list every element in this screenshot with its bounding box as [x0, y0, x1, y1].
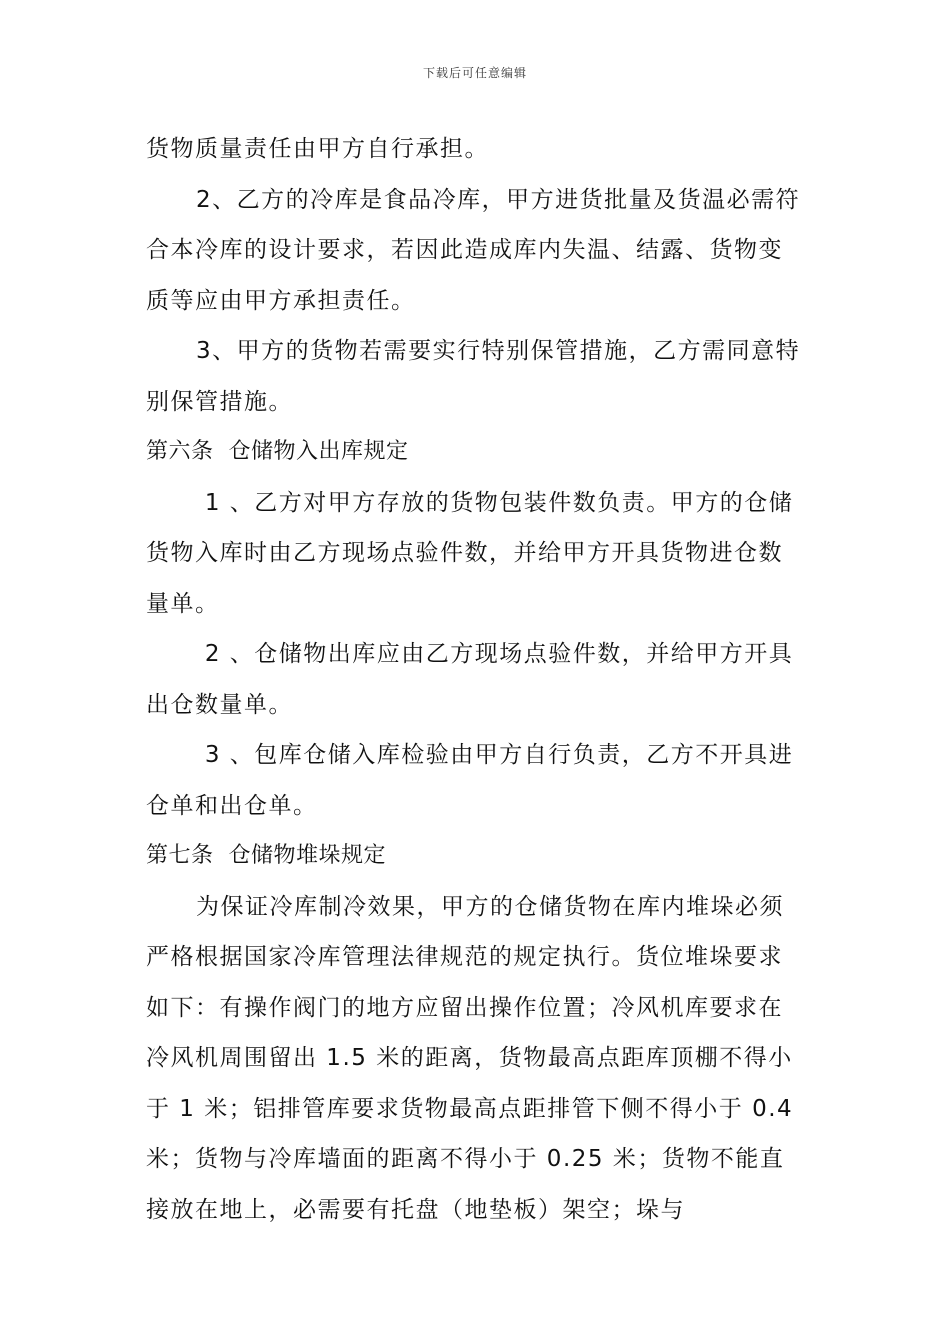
article-7-body: 为保证冷库制冷效果，甲方的仓储货物在库内堆垛必须严格根据国家冷库管理法律规范的规定执行。货位堆垛要求如下：有操作阀门的地方应留出操作位置；冷风机库要求在冷风机周围留出 1.5 米的距离，货物最高点距库顶棚不得小于 1 米；铝排管库要求货物最高点距排管下侧不得小于 0.4 米；货物与冷库墙面的距离不得小于 0.25 米；货物不能直接放在地上，必需要有托盘（地垫板）架空；垛与	[146, 893, 802, 1223]
clause-5-item-2: 2、乙方的冷库是食品冷库，甲方进货批量及货温必需符合本冷库的设计要求，若因此造成库内失温、结露、货物变质等应由甲方承担责任。	[146, 186, 801, 314]
paragraph-continuation: 货物质量责任由甲方自行承担。	[146, 136, 489, 162]
page-header: 下载后可任意编辑	[422, 66, 527, 80]
article-7-heading: 第七条 仓储物堆垛规定	[146, 843, 386, 868]
article-6-heading: 第六条 仓储物入出库规定	[146, 439, 409, 464]
article-6-item-2: 2 、仓储物出库应由乙方现场点验件数，并给甲方开具出仓数量单。	[146, 641, 794, 718]
article-6-item-3: 3 、包库仓储入库检验由甲方自行负责，乙方不开具进仓单和出仓单。	[146, 742, 794, 819]
article-6-item-1: 1 、乙方对甲方存放的货物包装件数负责。甲方的仓储货物入库时由乙方现场点验件数，并给甲方开具货物进仓数量单。	[146, 489, 794, 617]
document-body	[146, 124, 806, 1235]
clause-5-item-3: 3、甲方的货物若需要实行特别保管措施，乙方需同意特别保管措施。	[146, 338, 801, 415]
